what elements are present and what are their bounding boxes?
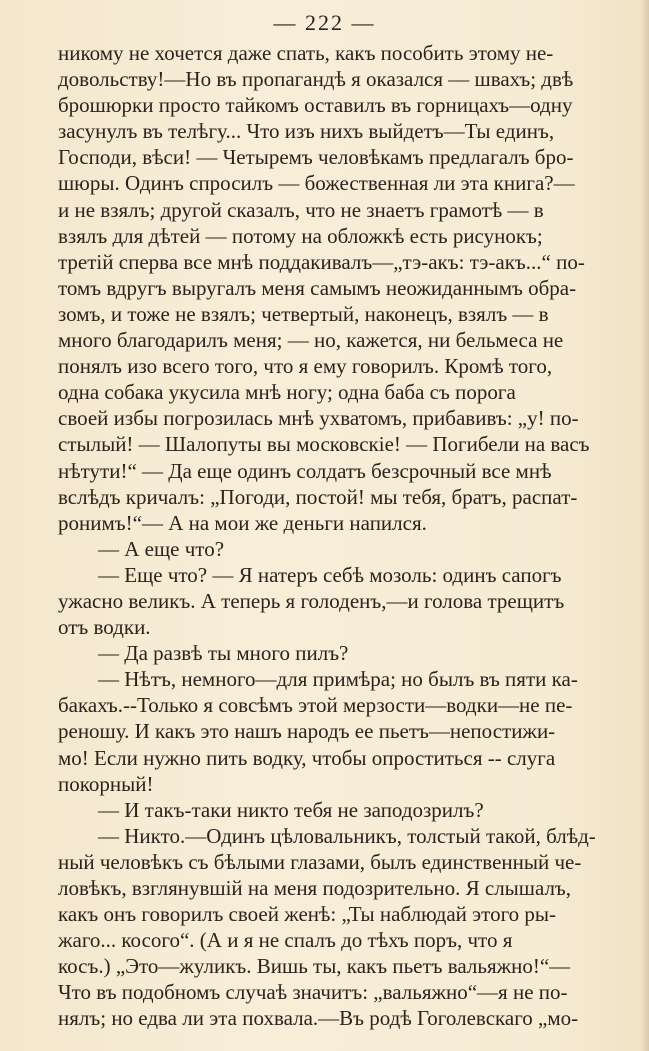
- text-line: томъ вдругъ выругалъ меня самымъ неожиданнымъ обра-: [58, 275, 577, 300]
- text-line: — Еще что? — Я натеръ себѣ мозоль: одинъ сапогъ: [98, 562, 562, 587]
- text-line: шюры. Одинъ спросилъ — божественная ли эта книга?—: [58, 171, 575, 196]
- text-line: вслѣдъ кричалъ: „Погоди, постой! мы тебя, братъ, распат-: [58, 484, 578, 509]
- text-line: засунулъ въ телѣгу... Что изъ нихъ выйдетъ—Ты единъ,: [58, 119, 555, 144]
- text-line: одна собака укусила мнѣ ногу; одна баба съ порога: [58, 380, 516, 405]
- text-line: стылый! — Шалопуты вы московскіе! — Погибели на васъ: [58, 432, 590, 457]
- text-line: — А еще что?: [98, 536, 225, 561]
- text-line: зомъ, и тоже не взялъ; четвертый, наконецъ, взялъ — в: [58, 301, 549, 326]
- text-line: никому не хочется даже спать, какъ пособить этому не-: [58, 41, 554, 65]
- text-line: — Нѣтъ, немного—для примѣра; но былъ въ пяти ка-: [98, 667, 578, 692]
- text-line: довольству!—Но въ пропагандѣ я оказался — швахъ; двѣ: [58, 67, 574, 92]
- text-line: бакахъ.--Только я совсѣмъ этой мерзости—водки—не пе-: [58, 693, 573, 718]
- text-line: понялъ изо всего того, что я ему говорилъ. Кромѣ того,: [58, 354, 553, 379]
- text-line: реношу. И какъ это нашъ народъ ее пьетъ—непостижи-: [58, 719, 556, 744]
- text-line: нялъ; но едва ли эта похвала.—Въ родѣ Гоголевскаго „мо-: [58, 1006, 579, 1031]
- text-line: брошюрки просто тайкомъ оставилъ въ горницахъ—одну: [58, 93, 573, 118]
- text-line: — Никто.—Одинъ цѣловальникъ, толстый такой, блѣд-: [98, 823, 596, 848]
- text-line: ловѣкъ, взглянувшій на меня подозрительно. Я слышалъ,: [58, 876, 572, 900]
- page-text: [58, 40, 648, 1032]
- text-line: ронимъ!“— А на мои же деньги напился.: [58, 510, 427, 535]
- text-line: мо! Если нужно пить водку, чтобы опроститься -- слуга: [58, 745, 556, 770]
- text-line: жаго... косого“. (А и я не спалъ до тѣхъ поръ, что я: [58, 928, 513, 953]
- text-line: и не взялъ; другой сказалъ, что не знаетъ грамотѣ — в: [58, 197, 544, 222]
- text-line: отъ водки.: [58, 615, 151, 640]
- text-line: Что въ подобномъ случаѣ значитъ: „вальяжно“—я не по-: [58, 980, 568, 1005]
- text-line: нѣтути!“ — Да еще одинъ солдатъ безсрочный все мнѣ: [58, 458, 552, 483]
- text-line: третій сперва все мнѣ поддакивалъ—„тэ-акъ: тэ-акъ...“ по-: [58, 249, 585, 274]
- text-line: покорный!: [58, 771, 154, 796]
- text-line: своей избы погрозилась мнѣ ухватомъ, прибавивъ: „у! по-: [58, 406, 579, 431]
- text-line: косъ.) „Это—жуликъ. Вишь ты, какъ пьетъ вальяжно!“—: [58, 954, 571, 979]
- text-line: Господи, вѣси! — Четыремъ человѣкамъ предлагалъ бро-: [58, 145, 574, 170]
- text-line: ужасно великъ. А теперь я голоденъ,—и голова трещитъ: [58, 588, 565, 613]
- text-line: много благодарилъ меня; — но, кажется, ни бельмеса не: [58, 328, 564, 353]
- text-line: взялъ для дѣтей — потому на обложкѣ есть рисунокъ;: [58, 223, 543, 248]
- text-line: — И такъ-таки никто тебя не заподозрилъ?: [98, 797, 484, 822]
- text-line: ный человѣкъ съ бѣлыми глазами, былъ единственный че-: [58, 849, 582, 874]
- text-line: — Да развѣ ты много пилъ?: [98, 641, 349, 666]
- page-number: — 222 —: [273, 10, 376, 35]
- page-edge-shadow: [641, 0, 649, 1051]
- text-line: какъ онъ говорилъ своей женѣ: „Ты наблюдай этого ры-: [58, 902, 557, 927]
